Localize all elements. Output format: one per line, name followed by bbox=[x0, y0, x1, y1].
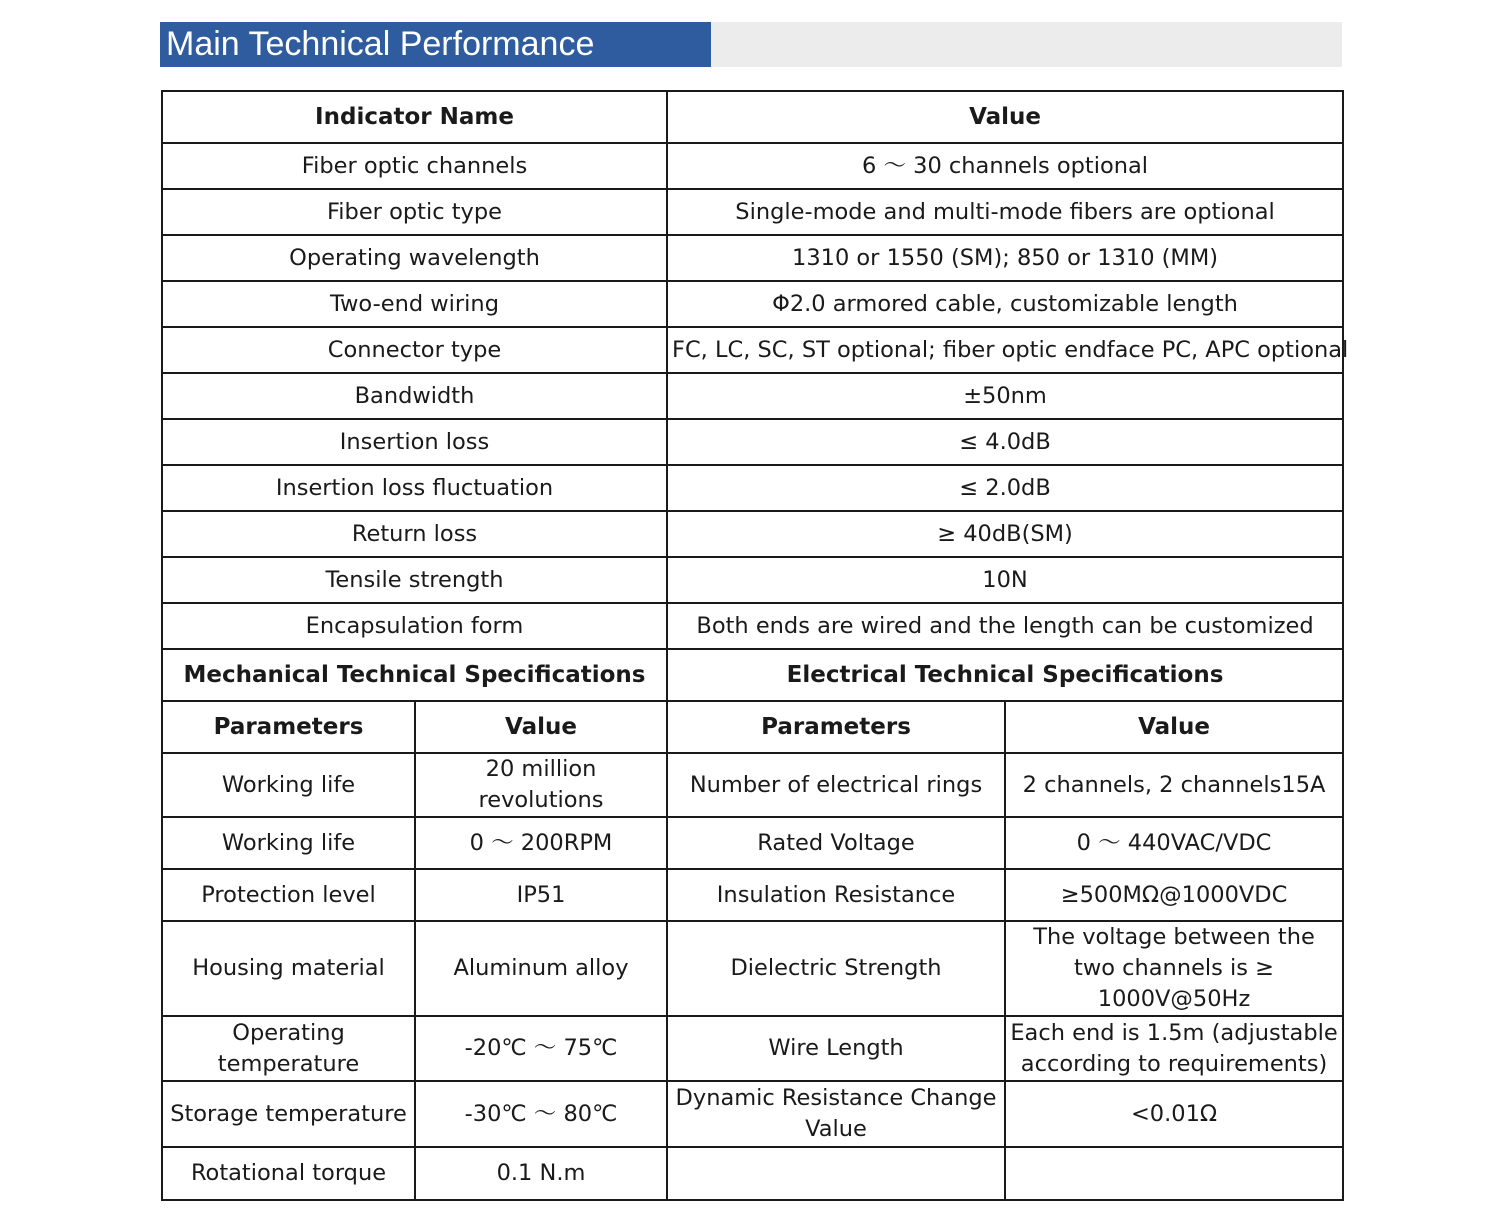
electrical-parameter-cell: Number of electrical rings bbox=[667, 753, 1005, 817]
mechanical-value-cell: 20 million revolutions bbox=[415, 753, 667, 817]
mechanical-parameter-cell: Rotational torque bbox=[162, 1147, 415, 1200]
indicator-value-cell: ≥ 40dB(SM) bbox=[667, 511, 1343, 557]
mechanical-value-cell: -20℃ ～ 75℃ bbox=[415, 1016, 667, 1081]
table-row bbox=[162, 603, 1343, 649]
electrical-value-cell: Each end is 1.5m (adjustable according to requirements) bbox=[1005, 1016, 1343, 1081]
electrical-parameters-header: Parameters bbox=[667, 701, 1005, 753]
table-row bbox=[162, 281, 1343, 327]
table-row bbox=[162, 235, 1343, 281]
mechanical-value-cell: Aluminum alloy bbox=[415, 921, 667, 1016]
electrical-spec-title: Electrical Technical Specifications bbox=[667, 649, 1343, 701]
electrical-parameter-cell: Dynamic Resistance Change Value bbox=[667, 1081, 1005, 1147]
column-header-indicator-name: Indicator Name bbox=[162, 91, 667, 143]
indicator-value-cell: Both ends are wired and the length can be customized bbox=[667, 603, 1343, 649]
table-row bbox=[162, 465, 1343, 511]
table-row bbox=[162, 189, 1343, 235]
table-row bbox=[162, 373, 1343, 419]
table-header-row bbox=[162, 91, 1343, 143]
section-title-bar bbox=[160, 22, 1342, 67]
indicator-name-cell: Fiber optic channels bbox=[162, 143, 667, 189]
indicator-name-cell: Fiber optic type bbox=[162, 189, 667, 235]
indicator-name-cell: Two-end wiring bbox=[162, 281, 667, 327]
indicator-name-cell: Encapsulation form bbox=[162, 603, 667, 649]
indicator-name-cell: Insertion loss bbox=[162, 419, 667, 465]
spec-row bbox=[162, 1147, 1343, 1200]
electrical-parameter-cell: Wire Length bbox=[667, 1016, 1005, 1081]
electrical-parameter-cell: Dielectric Strength bbox=[667, 921, 1005, 1016]
spec-row bbox=[162, 869, 1343, 921]
mechanical-value-cell: IP51 bbox=[415, 869, 667, 921]
spec-row bbox=[162, 753, 1343, 817]
spec-column-header-row bbox=[162, 701, 1343, 753]
mechanical-value-cell: 0.1 N.m bbox=[415, 1147, 667, 1200]
mechanical-parameter-cell: Working life bbox=[162, 817, 415, 869]
electrical-value-cell bbox=[1005, 1147, 1343, 1200]
electrical-parameter-cell bbox=[667, 1147, 1005, 1200]
mechanical-spec-title: Mechanical Technical Specifications bbox=[162, 649, 667, 701]
indicator-name-cell: Bandwidth bbox=[162, 373, 667, 419]
indicator-name-cell: Insertion loss fluctuation bbox=[162, 465, 667, 511]
table-row bbox=[162, 327, 1343, 373]
indicator-value-cell: ≤ 4.0dB bbox=[667, 419, 1343, 465]
electrical-value-cell: The voltage between the two channels is ≥ 1000V@50Hz bbox=[1005, 921, 1343, 1016]
electrical-value-cell: 2 channels, 2 channels15A bbox=[1005, 753, 1343, 817]
spec-row bbox=[162, 1016, 1343, 1081]
table-body bbox=[162, 91, 1349, 1200]
mechanical-parameter-cell: Working life bbox=[162, 753, 415, 817]
indicator-value-cell: FC, LC, SC, ST optional; fiber optic endface PC, APC optional bbox=[667, 327, 1343, 373]
indicator-name-cell: Tensile strength bbox=[162, 557, 667, 603]
indicator-value-cell: 6 ～ 30 channels optional bbox=[667, 143, 1343, 189]
technical-performance-table bbox=[161, 90, 1349, 1201]
mechanical-value-header: Value bbox=[415, 701, 667, 753]
indicator-name-cell: Return loss bbox=[162, 511, 667, 557]
indicator-value-cell: Φ2.0 armored cable, customizable length bbox=[667, 281, 1343, 327]
indicator-value-cell: 1310 or 1550 (SM); 850 or 1310 (MM) bbox=[667, 235, 1343, 281]
section-title: Main Technical Performance bbox=[160, 22, 711, 67]
indicator-value-cell: Single-mode and multi-mode fibers are optional bbox=[667, 189, 1343, 235]
spec-row bbox=[162, 921, 1343, 1016]
mechanical-parameters-header: Parameters bbox=[162, 701, 415, 753]
electrical-value-header: Value bbox=[1005, 701, 1343, 753]
mechanical-value-cell: -30℃ ～ 80℃ bbox=[415, 1081, 667, 1147]
table-row bbox=[162, 419, 1343, 465]
mechanical-parameter-cell: Protection level bbox=[162, 869, 415, 921]
mechanical-parameter-cell: Housing material bbox=[162, 921, 415, 1016]
table-row bbox=[162, 557, 1343, 603]
indicator-name-cell: Connector type bbox=[162, 327, 667, 373]
mechanical-parameter-cell: Operating temperature bbox=[162, 1016, 415, 1081]
table-row bbox=[162, 143, 1343, 189]
indicator-value-cell: ±50nm bbox=[667, 373, 1343, 419]
indicator-value-cell: ≤ 2.0dB bbox=[667, 465, 1343, 511]
mechanical-parameter-cell: Storage temperature bbox=[162, 1081, 415, 1147]
electrical-parameter-cell: Insulation Resistance bbox=[667, 869, 1005, 921]
electrical-parameter-cell: Rated Voltage bbox=[667, 817, 1005, 869]
indicator-value-cell: 10N bbox=[667, 557, 1343, 603]
electrical-value-cell: <0.01Ω bbox=[1005, 1081, 1343, 1147]
indicator-name-cell: Operating wavelength bbox=[162, 235, 667, 281]
spec-section-header-row bbox=[162, 649, 1343, 701]
mechanical-value-cell: 0 ～ 200RPM bbox=[415, 817, 667, 869]
spec-row bbox=[162, 817, 1343, 869]
column-header-value: Value bbox=[667, 91, 1343, 143]
electrical-value-cell: 0 ～ 440VAC/VDC bbox=[1005, 817, 1343, 869]
electrical-value-cell: ≥500MΩ@1000VDC bbox=[1005, 869, 1343, 921]
table-row bbox=[162, 511, 1343, 557]
spec-row bbox=[162, 1081, 1343, 1147]
